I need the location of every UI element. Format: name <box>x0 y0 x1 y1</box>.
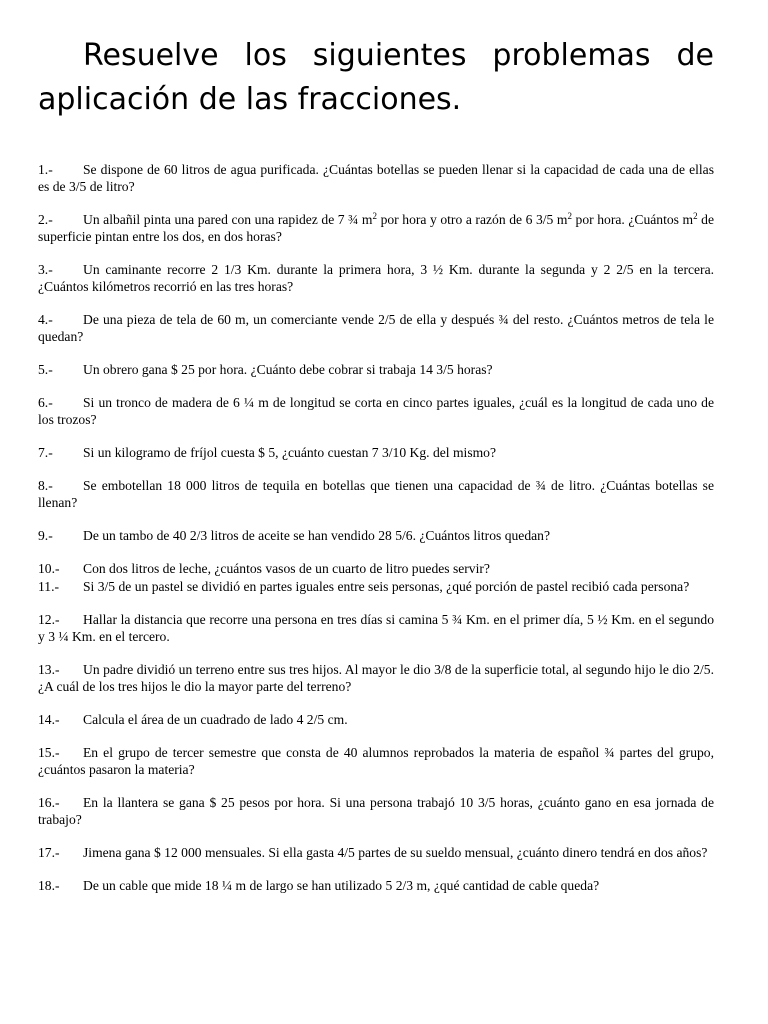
problem-number: 18.- <box>38 878 60 893</box>
problem-text: Si un tronco de madera de 6 ¼ m de longitud se corta en cinco partes iguales, ¿cuál es la longitud de cada uno de los trozos? <box>38 395 714 427</box>
problem-number: 16.- <box>38 795 60 810</box>
problem-11 <box>38 578 714 595</box>
problem-number: 11.- <box>38 579 60 594</box>
problem-text: De una pieza de tela de 60 m, un comerciante vende 2/5 de ella y después ¾ del resto. ¿Cuántos metros de tela le quedan? <box>38 312 714 344</box>
problem-text-part: por hora. ¿Cuántos m <box>571 212 694 227</box>
problem-text: Si un kilogramo de fríjol cuesta $ 5, ¿cuánto cuestan 7 3/10 Kg. del mismo? <box>83 445 497 460</box>
problem-text: Se embotellan 18 000 litros de tequila en botellas que tienen una capacidad de ¾ de litro. ¿Cuántas botellas se llenan? <box>38 478 714 510</box>
superscript: 2 <box>567 211 572 221</box>
problem-16 <box>38 794 714 828</box>
problem-text: Un padre dividió un terreno entre sus tres hijos. Al mayor le dio 3/8 de la superficie total, al segundo hijo le dio 2/5. ¿A cuál de los tres hijos le dio la mayor parte del terreno? <box>38 662 714 694</box>
problem-12 <box>38 611 714 645</box>
problem-number: 7.- <box>38 445 53 460</box>
problem-18 <box>38 877 714 894</box>
problem-4 <box>38 311 714 345</box>
problem-text: Hallar la distancia que recorre una persona en tres días si camina 5 ¾ Km. en el primer día, 5 ½ Km. en el segundo y 3 ¼ Km. en el tercero. <box>38 612 714 644</box>
problem-text-part: por hora y otro a razón de 6 3/5 m <box>377 212 568 227</box>
problem-number: 2.- <box>38 212 53 227</box>
problem-number: 9.- <box>38 528 53 543</box>
problem-number: 13.- <box>38 662 60 677</box>
problem-number: 6.- <box>38 395 53 410</box>
problem-text: Un obrero gana $ 25 por hora. ¿Cuánto debe cobrar si trabaja 14 3/5 horas? <box>83 362 493 377</box>
problem-7 <box>38 444 714 461</box>
problem-9 <box>38 527 714 544</box>
problem-1 <box>38 161 714 195</box>
problem-list <box>38 161 714 910</box>
problem-number: 5.- <box>38 362 53 377</box>
problem-text: Con dos litros de leche, ¿cuántos vasos de un cuarto de litro puedes servir? <box>83 561 490 576</box>
problem-10 <box>38 560 714 577</box>
problem-number: 12.- <box>38 612 60 627</box>
superscript: 2 <box>372 211 378 221</box>
problem-number: 14.- <box>38 712 60 727</box>
problem-text: De un cable que mide 18 ¼ m de largo se han utilizado 5 2/3 m, ¿qué cantidad de cable queda? <box>83 878 600 893</box>
problem-6 <box>38 394 714 428</box>
page-title: Resuelve los siguientes problemas de aplicación de las fracciones. <box>38 38 714 117</box>
problem-text: Si 3/5 de un pastel se dividió en partes iguales entre seis personas, ¿qué porción de pastel recibió cada persona? <box>83 579 690 594</box>
problem-14 <box>38 711 714 728</box>
problem-text: Un caminante recorre 2 1/3 Km. durante la primera hora, 3 ½ Km. durante la segunda y 2 2/5 en la tercera. ¿Cuántos kilómetros recorrió en las tres horas? <box>38 262 714 294</box>
problem-17 <box>38 844 714 861</box>
problem-15 <box>38 744 714 778</box>
problem-text-part: de superficie pintan entre los dos, en dos horas? <box>38 212 714 244</box>
problem-8 <box>38 477 714 511</box>
problem-text: Jimena gana $ 12 000 mensuales. Si ella gasta 4/5 partes de su sueldo mensual, ¿cuánto dinero tendrá en dos años? <box>83 845 708 860</box>
problem-number: 10.- <box>38 561 60 576</box>
problem-number: 15.- <box>38 745 60 760</box>
problem-number: 1.- <box>38 162 53 177</box>
problem-text-part: Un albañil pinta una pared con una rapidez de 7 ¾ m <box>83 212 373 227</box>
problem-number: 17.- <box>38 845 60 860</box>
problem-number: 3.- <box>38 262 53 277</box>
problem-text: Calcula el área de un cuadrado de lado 4 2/5 cm. <box>83 712 348 727</box>
problem-2 <box>38 211 714 245</box>
problem-text: En la llantera se gana $ 25 pesos por hora. Si una persona trabajó 10 3/5 horas, ¿cuánto gano en esa jornada de trabajo? <box>38 795 714 827</box>
problem-5 <box>38 361 714 378</box>
problem-text: En el grupo de tercer semestre que consta de 40 alumnos reprobados la materia de español ¾ partes del grupo, ¿cuántos pasaron la materia? <box>38 745 714 777</box>
problem-text: De un tambo de 40 2/3 litros de aceite se han vendido 28 5/6. ¿Cuántos litros quedan? <box>83 528 550 543</box>
problem-number: 4.- <box>38 312 53 327</box>
problem-text: Se dispone de 60 litros de agua purificada. ¿Cuántas botellas se pueden llenar si la capacidad de cada una de ellas es de 3/5 de litro? <box>38 162 714 194</box>
superscript: 2 <box>693 211 698 221</box>
problem-number: 8.- <box>38 478 53 493</box>
problem-13 <box>38 661 714 695</box>
problem-3 <box>38 261 714 295</box>
